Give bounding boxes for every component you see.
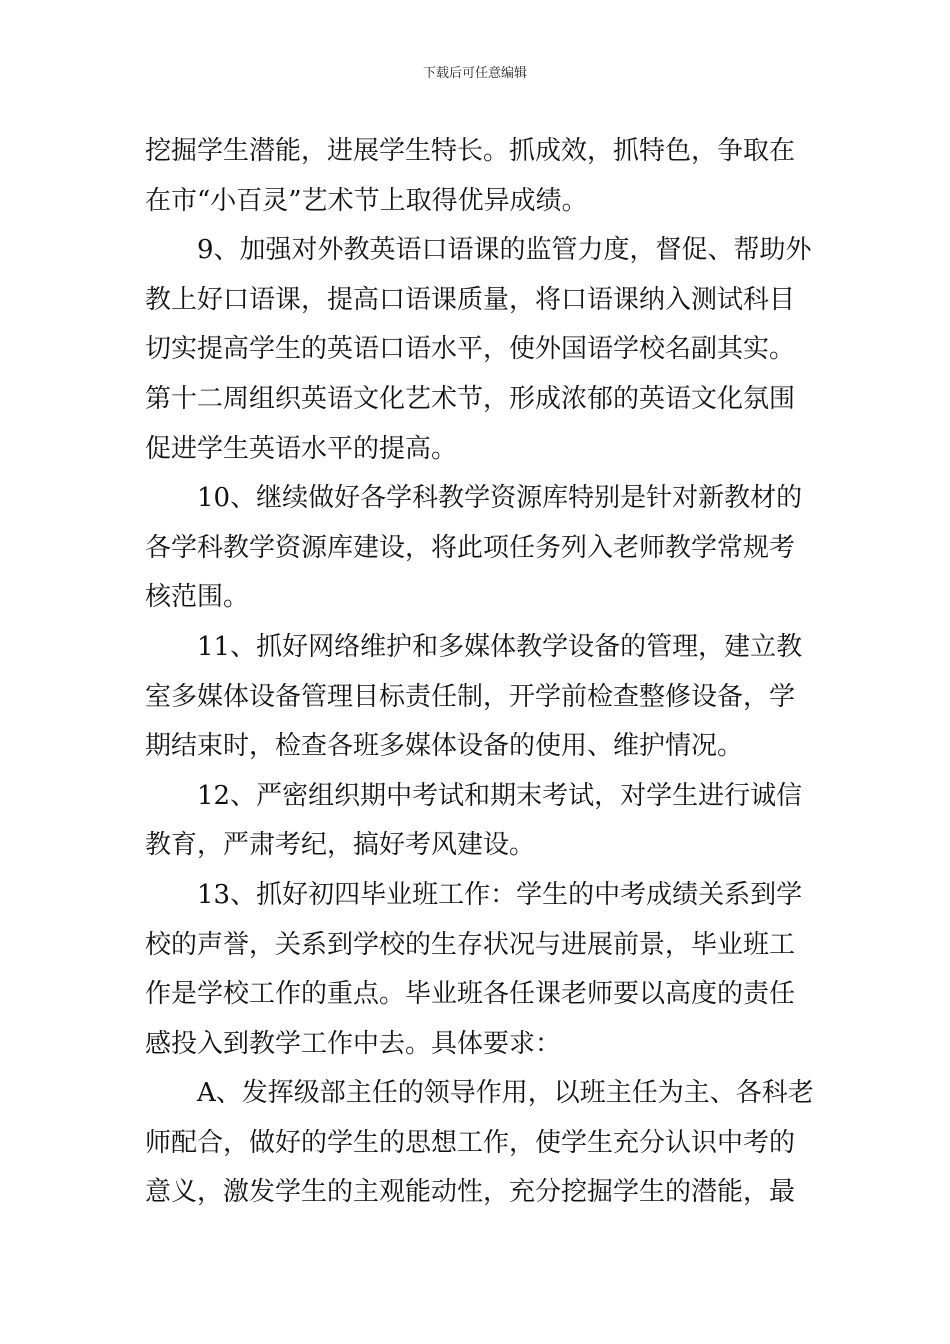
text-line: A、发挥级部主任的领导作用，以班主任为主、各科老 <box>197 1078 814 1109</box>
text-line: 第十二周组织英语文化艺术节，形成浓郁的英语文化氛围 <box>145 383 796 414</box>
text-line: 感投入到教学工作中去。具体要求： <box>145 1028 562 1059</box>
text-line: 切实提高学生的英语口语水平，使外国语学校名副其实。 <box>145 334 796 365</box>
text-line: 10、继续做好各学科教学资源库特别是针对新教材的 <box>197 483 803 514</box>
text-line: 在市“小百灵”艺术节上取得优异成绩。 <box>145 185 588 216</box>
text-line: 作是学校工作的重点。毕业班各任课老师要以高度的责任 <box>145 979 796 1010</box>
document-body <box>145 127 814 1218</box>
text-line: 12、严密组织期中考试和期末考试，对学生进行诚信 <box>197 780 803 811</box>
text-line: 校的声誉，关系到学校的生存状况与进展前景，毕业班工 <box>145 929 796 960</box>
text-line: 11、抓好网络维护和多媒体教学设备的管理，建立教 <box>197 631 803 662</box>
page-header: 下载后可任意编辑 <box>422 66 527 81</box>
text-line: 教育，严肃考纪，搞好考风建设。 <box>145 830 536 861</box>
text-line: 意义，激发学生的主观能动性，充分挖掘学生的潜能，最 <box>145 1177 796 1208</box>
text-line: 期结束时，检查各班多媒体设备的使用、维护情况。 <box>145 731 744 762</box>
text-line: 挖掘学生潜能，进展学生特长。抓成效，抓特色，争取在 <box>145 136 796 166</box>
text-line: 室多媒体设备管理目标责任制，开学前检查整修设备，学 <box>145 681 796 712</box>
text-line: 师配合，做好的学生的思想工作，使学生充分认识中考的 <box>145 1127 796 1158</box>
text-line: 促进学生英语水平的提高。 <box>145 433 458 464</box>
text-line: 教上好口语课，提高口语课质量，将口语课纳入测试科目 <box>145 284 796 315</box>
text-line: 核范围。 <box>145 582 250 613</box>
text-line: 各学科教学资源库建设，将此项任务列入老师教学常规考 <box>145 532 796 563</box>
text-line: 13、抓好初四毕业班工作：学生的中考成绩关系到学 <box>197 879 803 910</box>
text-line: 9、加强对外教英语口语课的监管力度，督促、帮助外 <box>197 235 812 266</box>
